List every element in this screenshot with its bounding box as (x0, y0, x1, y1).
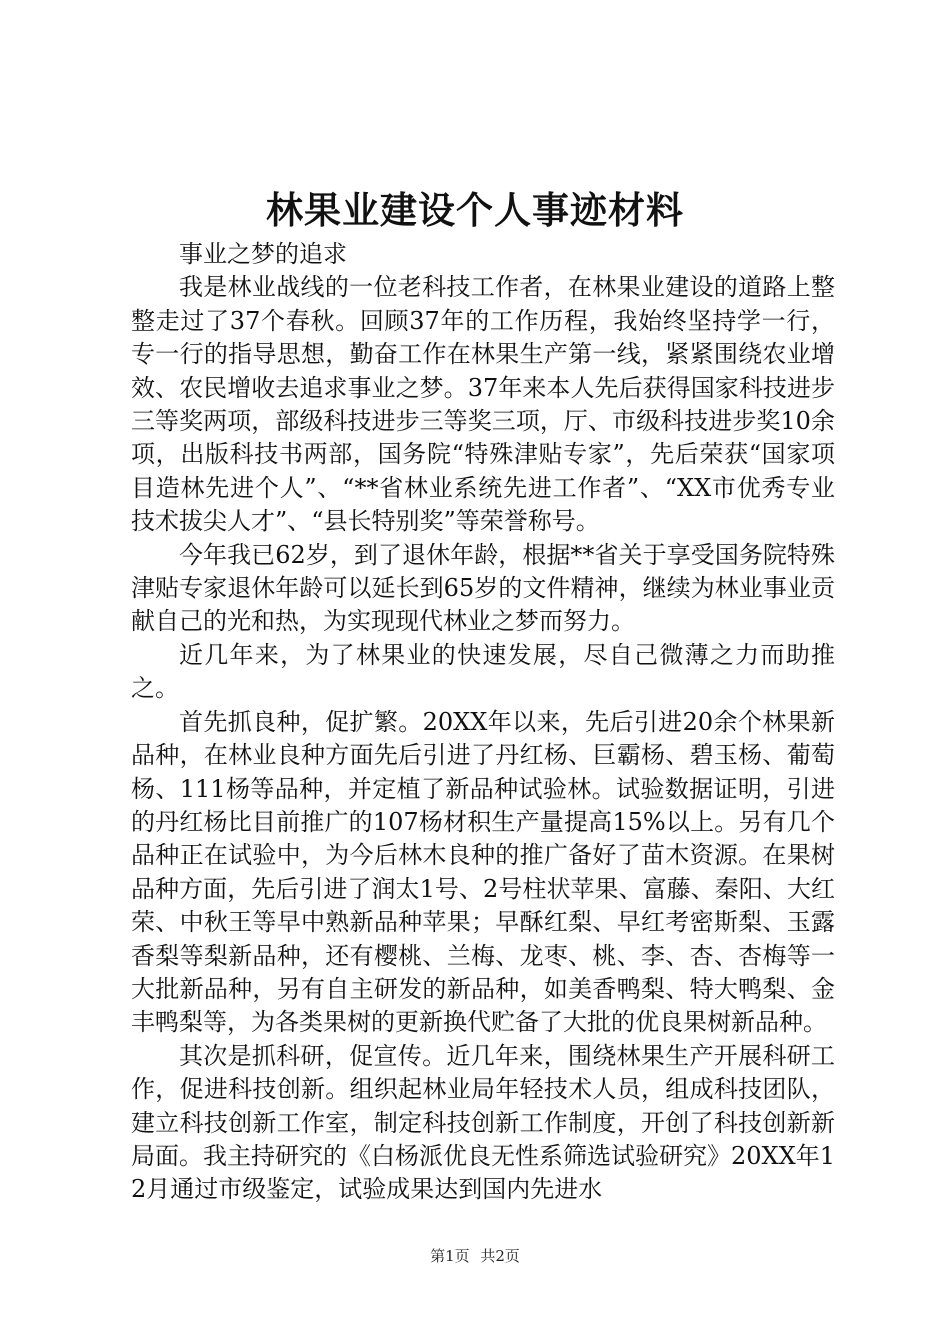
document-title: 林果业建设个人事迹材料 (266, 188, 684, 232)
subtitle-paragraph: 事业之梦的追求 (179, 240, 347, 268)
page-number: 第1页 (430, 1247, 470, 1265)
page-footer (0, 1246, 950, 1266)
body-paragraph: 近几年来，为了林果业的快速发展，尽自己微薄之力而助推之。 (131, 640, 835, 703)
body-paragraph: 首先抓良种，促扩繁。20XX年以来，先后引进20余个林果新品种，在林业良种方面先后引进了丹红杨、巨霸杨、碧玉杨、葡萄杨、111杨等品种，并定植了新品种试验林。试验数据证明，引进的丹红杨比目前推广的107杨材积生产量提高15%以上。另有几个品种正在试验中，为今后林木良种的推广备好了苗木资源。在果树品种方面，先后引进了润太1号、2号柱状苹果、富藤、秦阳、大红荣、中秋王等早中熟新品种苹果；早酥红梨、早红考密斯梨、玉露香梨等梨新品种，还有樱桃、兰梅、龙枣、桃、李、杏、杏梅等一大批新品种，另有自主研发的新品种，如美香鸭梨、特大鸭梨、金丰鸭梨等，为各类果树的更新换代贮备了大批的优良果树新品种。 (131, 707, 835, 1037)
page-total: 共2页 (480, 1247, 520, 1265)
document-body (131, 238, 835, 1207)
body-paragraph: 其次是抓科研，促宣传。近几年来，围绕林果生产开展科研工作，促进科技创新。组织起林业局年轻技术人员，组成科技团队，建立科技创新工作室，制定科技创新工作制度，开创了科技创新新局面。我主持研究的《白杨派优良无性系筛选试验研究》20XX年12月通过市级鉴定，试验成果达到国内先进水 (131, 1041, 835, 1204)
body-paragraph: 今年我已62岁，到了退休年龄，根据**省关于享受国务院特殊津贴专家退休年龄可以延长到65岁的文件精神，继续为林业事业贡献自己的光和热，为实现现代林业之梦而努力。 (131, 540, 835, 636)
body-paragraph: 我是林业战线的一位老科技工作者，在林果业建设的道路上整整走过了37个春秋。回顾37年的工作历程，我始终坚持学一行，专一行的指导思想，勤奋工作在林果生产第一线，紧紧围绕农业增效、农民增收去追求事业之梦。37年来本人先后获得国家科技进步三等奖两项，部级科技进步三等奖三项，厅、市级科技进步奖10余项，出版科技书两部，国务院“特殊津贴专家”，先后荣获“国家项目造林先进个人”、“**省林业系统先进工作者”、“XX市优秀专业技术拔尖人才”、“县长特别奖”等荣誉称号。 (131, 273, 835, 536)
